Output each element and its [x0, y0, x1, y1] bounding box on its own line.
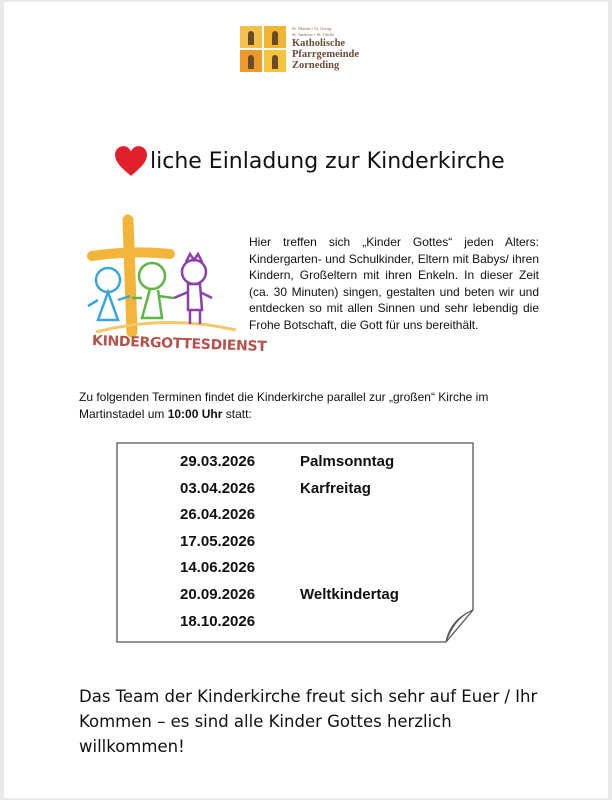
- date-row: [180, 453, 394, 470]
- closing-line-2: Kommen – es sind alle Kinder Gottes herzlich willkommen!: [79, 712, 452, 756]
- logo-name-1: Katholische: [292, 38, 346, 49]
- parish-logo: [240, 26, 359, 72]
- church-tiles-icon: [240, 26, 286, 72]
- closing-text: [79, 684, 559, 759]
- kindergottesdienst-illustration: [86, 214, 267, 364]
- schedule-intro-end: statt:: [222, 407, 252, 421]
- closing-line-1: Das Team der Kinderkirche freut sich sehr auf Euer / Ihr: [79, 687, 538, 706]
- schedule-intro: [79, 389, 539, 423]
- date: 20.09.2026: [180, 586, 256, 603]
- schedule-intro-text: Zu folgenden Terminen findet die Kinderkirche parallel zur „großen“ Kirche im Martinstadel um: [79, 390, 489, 421]
- date: 29.03.2026: [180, 453, 256, 470]
- occasion: Palmsonntag: [300, 453, 395, 470]
- heart-icon: [114, 144, 148, 178]
- date: 17.05.2026: [180, 532, 256, 550]
- intro-text: Hier treffen sich „Kinder Gottes“ jeden Alters: Kindergarten- und Schulkinder, Eltern mit Babys/ ihren Kindern, Großeltern mit ihren Enkeln. In dieser Zeit (ca. 30 Minuten) singen, gestalten und beten wir und entdecken so mit allen Sinnen und sehr lebendig die Frohe Botschaft, die Gott für uns bereithält.: [249, 235, 539, 332]
- date-row: [180, 533, 300, 550]
- kindergottesdienst-label: KINDERGOTTESDIENST: [91, 332, 267, 356]
- date: 14.06.2026: [180, 559, 256, 577]
- date-row: [180, 506, 300, 523]
- page-title: [114, 144, 505, 178]
- date: 18.10.2026: [180, 612, 256, 630]
- logo-parishes-2: St. Andreas • St. Ottilie: [292, 32, 335, 37]
- occasion: Karfreitag: [300, 479, 371, 497]
- schedule-time: 10:00 Uhr: [167, 407, 223, 421]
- date-row: [180, 559, 300, 576]
- occasion: Weltkindertag: [300, 586, 399, 603]
- dates-box: [116, 442, 474, 642]
- flyer-page: [4, 2, 608, 798]
- date-row: [180, 480, 371, 497]
- date-row: [180, 613, 300, 630]
- logo-name-2: Pfarrgemeinde: [292, 49, 360, 60]
- logo-name-3: Zorneding: [292, 60, 340, 71]
- date: 26.04.2026: [180, 506, 256, 524]
- date-row: [180, 586, 399, 603]
- logo-parishes-1: St. Martin • St. Georg: [292, 26, 332, 31]
- title-text: liche Einladung zur Kinderkirche: [150, 148, 505, 174]
- date: 03.04.2026: [180, 479, 256, 497]
